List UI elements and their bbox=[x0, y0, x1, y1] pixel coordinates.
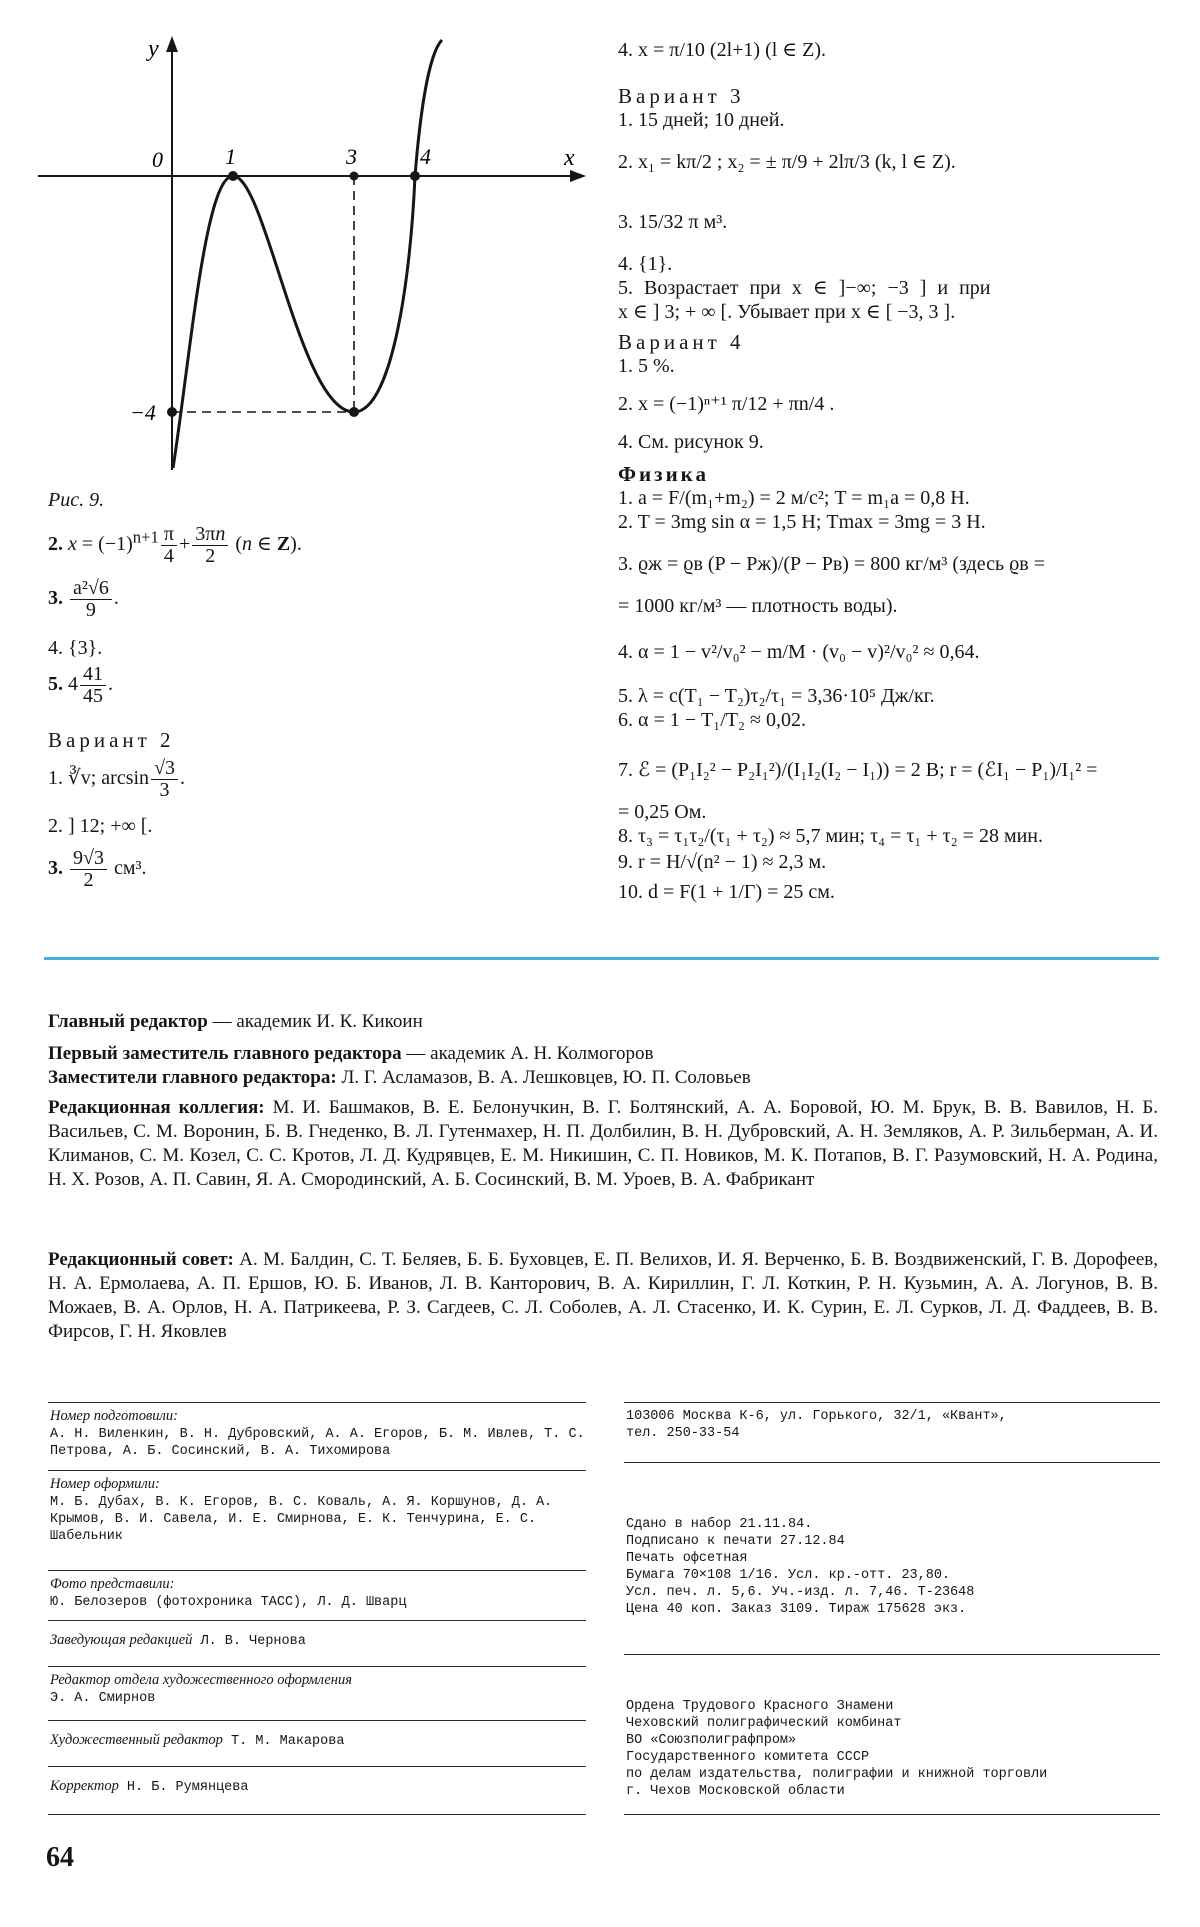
masthead-first-deputy: Первый заместитель главного редактора — академик А. Н. Колмогоров bbox=[48, 1043, 654, 1064]
point-4-0 bbox=[410, 171, 420, 181]
variant-2-title: Вариант 2 bbox=[48, 728, 175, 752]
imprint-art-dept: Редактор отдела художественного оформления Э. А. Смирнов bbox=[50, 1672, 352, 1706]
answer-left-4: 4. {3}. bbox=[48, 637, 103, 659]
y-axis-arrow bbox=[166, 36, 178, 52]
y-axis-label: y bbox=[148, 36, 159, 62]
imprint-left-rule-4 bbox=[48, 1620, 586, 1621]
variant-4-answer-2: 2. x = (−1)ⁿ⁺¹ π/12 + πn/4 . bbox=[618, 393, 835, 415]
imprint-designed: Номер оформили: М. Б. Дубах, В. К. Егоров, В. С. Коваль, А. Я. Коршунов, Д. А. Крымов, В. И. Савела, И. Е. Смирнова, Е. К. Тенчурина, Е. С. Шабельник bbox=[50, 1476, 553, 1544]
x-tick-3: 3 bbox=[346, 144, 357, 169]
physics-answer-6: 6. α = 1 − T₁/T₂ ≈ 0,02. bbox=[618, 709, 806, 731]
physics-answer-9: 9. r = H/√(n² − 1) ≈ 2,3 м. bbox=[618, 851, 827, 873]
physics-title: Физика bbox=[618, 462, 709, 486]
page-number: 64 bbox=[46, 1842, 74, 1873]
variant-4-answer-4: 4. См. рисунок 9. bbox=[618, 431, 764, 453]
point-1-0 bbox=[228, 171, 238, 181]
x-axis-arrow bbox=[570, 170, 586, 182]
variant-3-answer-5a: 5. Возрастает при x ∈ ]−∞; −3 ] и при bbox=[618, 277, 991, 299]
imprint-left-rule-6 bbox=[48, 1720, 586, 1721]
masthead-chief: Главный редактор — академик И. К. Кикоин bbox=[48, 1011, 423, 1032]
figure-caption: Рис. 9. bbox=[48, 489, 105, 511]
imprint-left-rule-7 bbox=[48, 1766, 586, 1767]
imprint-photo: Фото представили: Ю. Белозеров (фотохроника ТАСС), Л. Д. Шварц bbox=[50, 1576, 407, 1610]
answer-left-2-num: 2. bbox=[48, 533, 63, 556]
imprint-right-rule-4 bbox=[624, 1814, 1160, 1815]
section-divider bbox=[44, 957, 1159, 960]
variant-3-title: Вариант 3 bbox=[618, 84, 745, 108]
variant-2-answer-3: 3. $\frac{9√3}{2}$ см³. bbox=[48, 847, 147, 891]
variant-3-answer-2: 2. x₁ = kπ/2 ; x₂ = ± π/9 + 2lπ/3 (k, l ∈ Z). bbox=[618, 151, 956, 173]
answer-left-3: 3. $\frac{\text{a²√6}}{9}$ . bbox=[48, 577, 119, 621]
variant-3-answer-5b: x ∈ ] 3; + ∞ [. Убывает при x ∈ [ −3, 3 ]. bbox=[618, 301, 956, 323]
imprint-left-rule-2 bbox=[48, 1470, 586, 1471]
figure-9-graph bbox=[30, 30, 600, 480]
imprint-right-rule-3 bbox=[624, 1654, 1160, 1655]
imprint-plant: Ордена Трудового Красного Знамени Чеховский полиграфический комбинат ВО «Союзполиграфпром» Государственного комитета СССР по делам издательства, полиграфии и книжной торговли г. Чехов Московской области bbox=[626, 1699, 1048, 1799]
imprint-head: Заведующая редакцией Л. В. Чернова bbox=[50, 1632, 306, 1649]
masthead-deputies: Заместители главного редактора: Л. Г. Асламазов, В. А. Лешковцев, Ю. П. Соловьев bbox=[48, 1067, 751, 1088]
imprint-art-editor: Художественный редактор Т. М. Макарова bbox=[50, 1732, 345, 1749]
imprint-right-rule-1 bbox=[624, 1402, 1160, 1403]
variant-4-answer-1: 1. 5 %. bbox=[618, 355, 675, 377]
physics-answer-7b: = 0,25 Ом. bbox=[618, 801, 707, 823]
x-axis-label: x bbox=[564, 145, 575, 171]
physics-answer-2: 2. T = 3mg sin α = 1,5 Н; Tmax = 3mg = 3 Н. bbox=[618, 511, 986, 533]
physics-answer-8: 8. τ₃ = τ₁τ₂/(τ₁ + τ₂) ≈ 5,7 мин; τ₄ = τ₁ + τ₂ = 28 мин. bbox=[618, 825, 1044, 847]
physics-answer-1: 1. a = F/(m₁+m₂) = 2 м/с²; T = m₁a = 0,8 Н. bbox=[618, 487, 970, 509]
variant-2-answer-1: 1. ∛v; arcsin $\frac{√3}{3}$ . bbox=[48, 757, 186, 801]
point-3-0 bbox=[350, 172, 359, 181]
variant-3-answer-3: 3. 15/32 π м³. bbox=[618, 211, 728, 233]
answer-left-5: 5. 4 $\frac{41}{45}$ . bbox=[48, 663, 113, 707]
imprint-left-rule-1 bbox=[48, 1402, 586, 1403]
imprint-left-rule-8 bbox=[48, 1814, 586, 1815]
physics-answer-4: 4. α = 1 − v²/v₀² − m/M · (v₀ − v)²/v₀² ≈ 0,64. bbox=[618, 641, 980, 663]
physics-answer-5: 5. λ = c(T₁ − T₂)τ₂/τ₁ = 3,36·10⁵ Дж/кг. bbox=[618, 685, 935, 707]
imprint-left-rule-3 bbox=[48, 1570, 586, 1571]
imprint-prepared: Номер подготовили: А. Н. Виленкин, В. Н. Дубровский, А. А. Егоров, Б. М. Ивлев, Т. С. Петрова, А. Б. Сосинский, В. А. Тихомирова bbox=[50, 1408, 585, 1459]
function-curve bbox=[173, 40, 442, 468]
x-tick-1: 1 bbox=[225, 144, 236, 169]
answer-left-2: 2. $x = (-1)^{n+1}$ $\frac{\pi}{4}$ + $\frac{3\pi n}{2}$ (n ∈ Z). bbox=[48, 523, 302, 567]
imprint-print-details: Сдано в набор 21.11.84. Подписано к печати 27.12.84 Печать офсетная Бумага 70×108 1/16. Усл. кр.-отт. 23,80. Усл. печ. л. 5,6. Уч.-изд. л. 7,46. Т-23648 Цена 40 коп. Заказ 3109. Тираж 175628 экз. bbox=[626, 1517, 975, 1617]
physics-answer-3b: = 1000 кг/м³ — плотность воды). bbox=[618, 595, 898, 617]
origin-label: 0 bbox=[152, 147, 163, 172]
imprint-corrector: Корректор Н. Б. Румянцева bbox=[50, 1778, 249, 1795]
imprint-address: 103006 Москва К-6, ул. Горького, 32/1, «Квант», тел. 250-33-54 bbox=[626, 1409, 1007, 1441]
variant-4-title: Вариант 4 bbox=[618, 330, 745, 354]
imprint-left-rule-5 bbox=[48, 1666, 586, 1667]
imprint-right-rule-2 bbox=[624, 1462, 1160, 1463]
physics-answer-10: 10. d = F(1 + 1/Г) = 25 см. bbox=[618, 881, 835, 903]
variant-3-answer-4: 4. {1}. bbox=[618, 253, 673, 275]
answer-right-4: 4. x = π/10 (2l+1) (l ∈ Z). bbox=[618, 39, 826, 61]
variant-3-answer-1: 1. 15 дней; 10 дней. bbox=[618, 109, 785, 131]
y-tick-neg4: −4 bbox=[130, 400, 156, 425]
physics-answer-7: 7. ℰ = (P₁I₂² − P₂I₁²)/(I₁I₂(I₂ − I₁)) = 2 В; r = (ℰI₁ − P₁)/I₁² = bbox=[618, 759, 1098, 781]
x-tick-4: 4 bbox=[420, 144, 431, 169]
physics-answer-3: 3. ϱж = ϱв (P − Pж)/(P − Pв) = 800 кг/м³ (здесь ϱв = bbox=[618, 553, 1045, 575]
point-0-neg4 bbox=[167, 407, 177, 417]
masthead-board: Редакционная коллегия: М. И. Башмаков, В. Е. Белонучкин, В. Г. Болтянский, А. А. Боровой, Ю. М. Брук, В. В. Вавилов, Н. Б. Васильев, С. М. Воронин, Б. В. Гнеденко, В. Л. Гутенмахер, Н. П. Долбилин, В. Н. Дубровский, А. Н. Земляков, А. Р. Зильберман, А. И. Климанов, С. М. Козел, С. С. Кротов, Л. Д. Кудрявцев, Е. М. Никишин, С. П. Новиков, М. К. Потапов, В. Г. Разумовский, Н. А. Родина, Н. Х. Розов, А. П. Савин, Я. А. Смородинский, А. Б. Сосинский, В. М. Уроев, В. А. Фабрикант bbox=[48, 1097, 1159, 1190]
masthead-council: Редакционный совет: А. М. Балдин, С. Т. Беляев, Б. Б. Буховцев, Е. П. Велихов, И. Я. Верченко, Б. В. Воздвиженский, Г. В. Дорофеев, Н. А. Ермолаева, А. П. Ершов, Ю. Б. Иванов, Л. В. Канторович, В. А. Кириллин, Г. Л. Коткин, Р. Н. Кузьмин, А. А. Логунов, В. В. Можаев, В. А. Орлов, Н. А. Патрикеева, Р. З. Сагдеев, С. Л. Соболев, А. Л. Стасенко, И. К. Сурин, Е. Л. Сурков, Л. Д. Фаддеев, В. В. Фирсов, Г. Н. Яковлев bbox=[48, 1249, 1159, 1342]
variant-2-answer-2: 2. ] 12; +∞ [. bbox=[48, 815, 153, 837]
point-3-neg4 bbox=[349, 407, 359, 417]
